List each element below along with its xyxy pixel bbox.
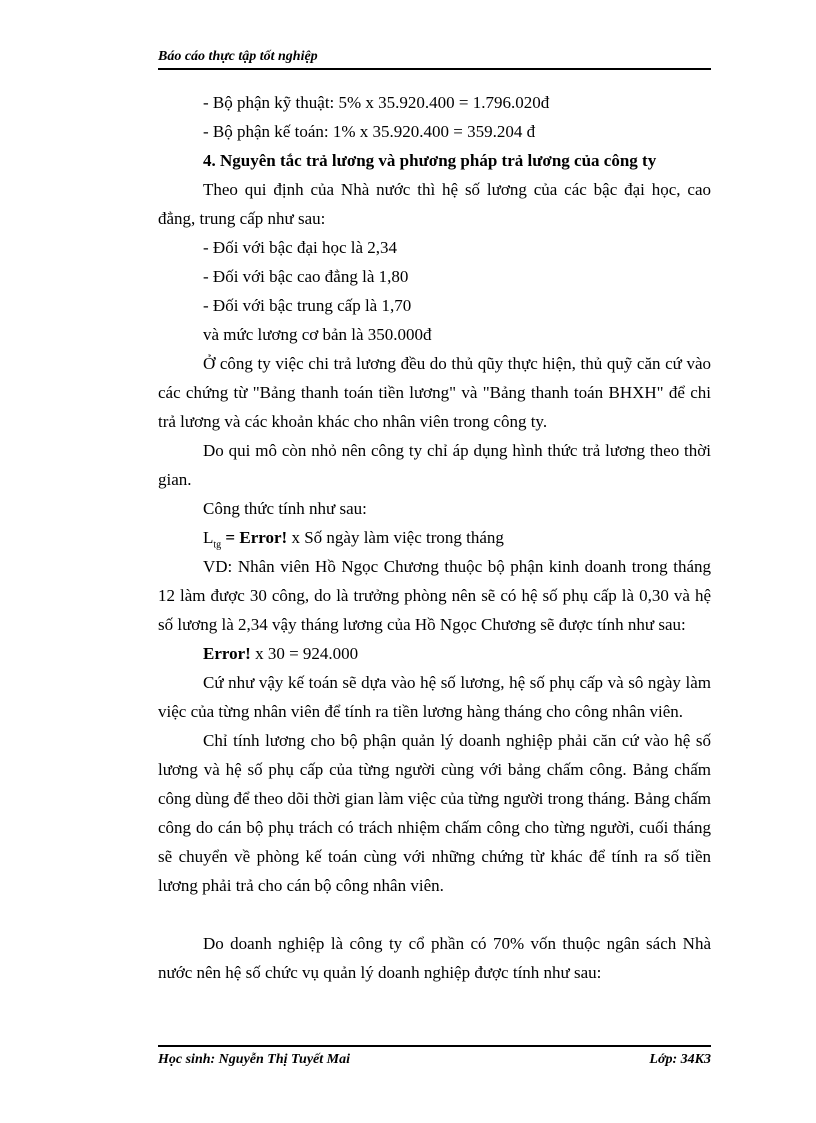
paragraph-state-capital: Do doanh nghiệp là công ty cổ phần có 70% vốn thuộc ngân sách Nhà nước nên hệ số chức vụ quản lý doanh nghiệp được tính như sau: xyxy=(158,934,711,982)
paragraph-payment: Ở công ty việc chi trả lương đều do thủ qũy thực hiện, thủ quỹ căn cứ vào các chứng từ "Bảng thanh toán tiền lương" và "Bảng thanh toán BHXH" để chi trả lương và các khoản khác cho nhân viên trong công ty. xyxy=(158,354,711,431)
base-salary-line: và mức lương cơ bản là 350.000đ xyxy=(203,325,432,344)
list-item-college: - Đối với bậc cao đẳng là 1,80 xyxy=(203,267,409,286)
paragraph-method: Cứ như vậy kế toán sẽ dựa vào hệ số lương, hệ số phụ cấp và sô ngày làm việc của từng nhân viên để tính ra tiền lương hàng tháng cho công nhân viên. xyxy=(158,673,711,721)
formula-rest: x Số ngày làm việc trong tháng xyxy=(287,528,504,547)
paragraph-scale: Do qui mô còn nhỏ nên công ty chỉ áp dụng hình thức trả lương theo thời gian. xyxy=(158,441,711,489)
paragraph-management: Chỉ tính lương cho bộ phận quản lý doanh nghiệp phải căn cứ vào hệ số lương và hệ số phụ cấp của từng người cùng với bảng chấm công. Bảng chấm công dùng để theo dõi thời gian làm việc của từng người trong tháng. Bảng chấm công do cán bộ phụ trách có trách nhiệm chấm công cho từng người, cuối tháng sẽ chuyển về phòng kế toán cùng với những chứng từ khác để tính ra số tiền lương phải trả cho cán bộ công nhân viên. xyxy=(158,731,711,895)
calc-error: Error! xyxy=(203,644,251,663)
formula-intro: Công thức tính như sau: xyxy=(203,499,367,518)
paragraph-gap xyxy=(158,900,711,929)
footer-class: Lớp: 34K3 xyxy=(649,1052,711,1067)
calculation-line xyxy=(158,639,711,668)
list-item-accounting: - Bộ phận kế toán: 1% x 35.920.400 = 359.204 đ xyxy=(203,122,536,141)
page-header xyxy=(158,44,711,70)
list-item-university: - Đối với bậc đại học là 2,34 xyxy=(203,238,398,257)
header-title: Báo cáo thực tập tốt nghiệp xyxy=(158,49,318,64)
paragraph-example: VD: Nhân viên Hồ Ngọc Chương thuộc bộ phận kinh doanh trong tháng 12 làm được 30 công, do là trưởng phòng nên sẽ có hệ số phụ cấp là 0,30 và hệ số lương là 2,34 vậy tháng lương của Hồ Ngọc Chương sẽ được tính như sau: xyxy=(158,557,711,634)
formula-subscript: tg xyxy=(213,539,222,551)
formula-line xyxy=(158,523,711,552)
formula-equals: = xyxy=(221,528,240,547)
footer-student: Học sinh: Nguyễn Thị Tuyết Mai xyxy=(158,1052,350,1067)
formula-error: Error! xyxy=(239,528,288,547)
document-body xyxy=(158,88,711,987)
page-footer xyxy=(158,1045,711,1077)
list-item-technical: - Bộ phận kỹ thuật: 5% x 35.920.400 = 1.796.020đ xyxy=(203,93,550,112)
list-item-vocational: - Đối với bậc trung cấp là 1,70 xyxy=(203,296,412,315)
calc-rest: x 30 = 924.000 xyxy=(250,644,359,663)
section-heading: 4. Nguyên tắc trả lương và phương pháp trả lương của công ty xyxy=(203,151,657,170)
paragraph-coefficients: Theo qui định của Nhà nước thì hệ số lương của các bậc đại học, cao đẳng, trung cấp như sau: xyxy=(158,180,711,228)
formula-variable: L xyxy=(203,528,214,547)
